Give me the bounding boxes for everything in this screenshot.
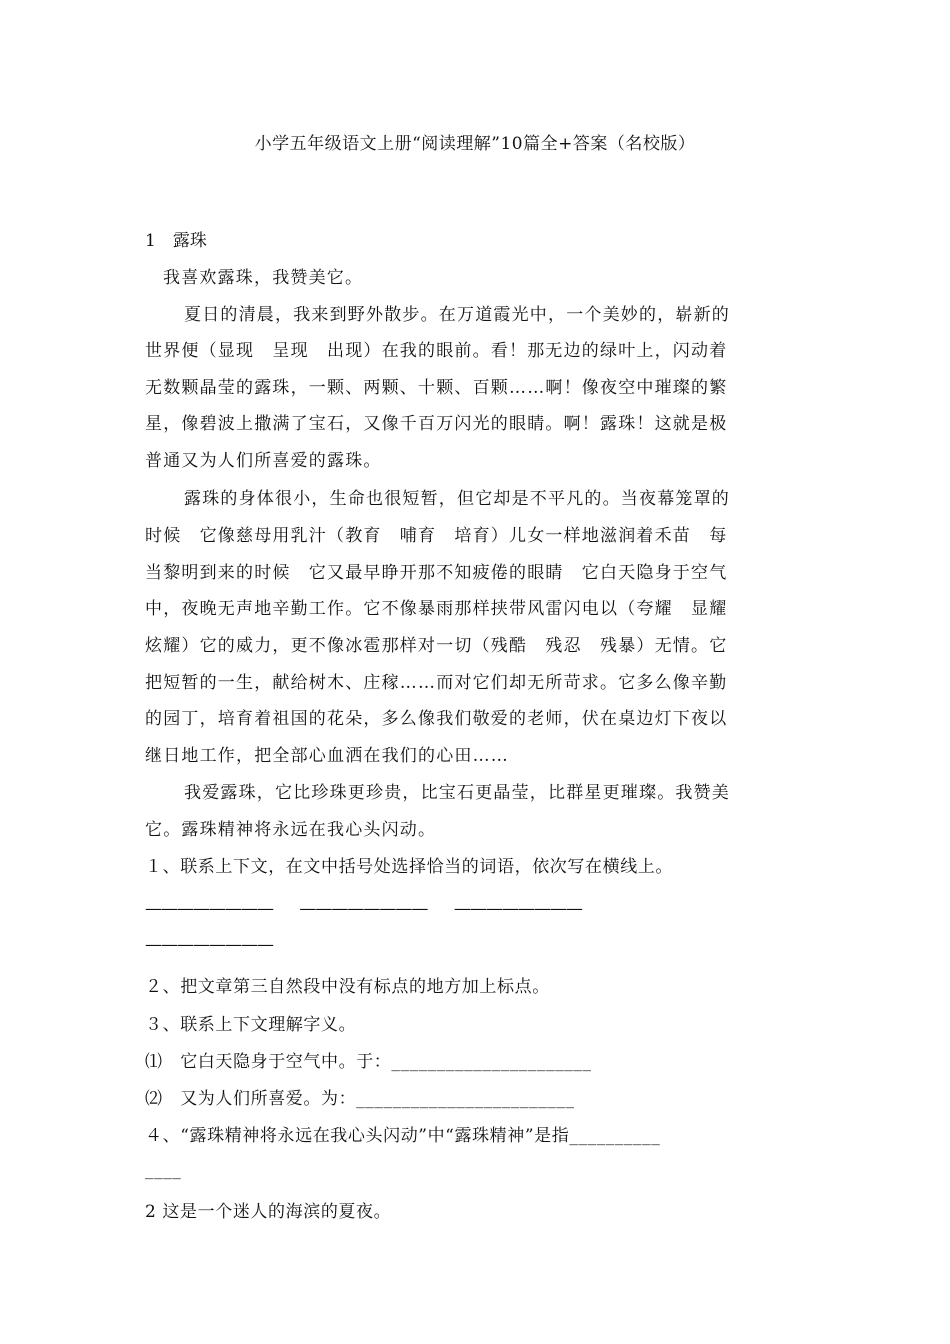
paragraph-line: 世界便（显现 呈现 出现）在我的眼前。看！那无边的绿叶上，闪动着: [145, 341, 728, 361]
question-3b: ⑵ 又为人们所喜爱。为：________________________: [145, 1089, 575, 1109]
question-3a: ⑴ 它白天隐身于空气中。于：______________________: [145, 1052, 592, 1072]
paragraph-line: 我喜欢露珠，我赞美它。: [163, 268, 364, 288]
document-title: 小学五年级语文上册“阅读理解”10篇全+答案（名校版）: [254, 134, 696, 154]
question-3: ３、联系上下文理解字义。: [145, 1015, 357, 1035]
question-4-continuation: ____: [145, 1160, 182, 1180]
answer-blank[interactable]: ————————: [145, 899, 273, 919]
paragraph-line: 露珠的身体很小，生命也很短暂，但它却是不平凡的。当夜幕笼罩的: [184, 489, 730, 509]
paragraph-line: 当黎明到来的时候 它又最早睁开那不知疲倦的眼睛 它白天隐身于空气: [145, 563, 728, 583]
paragraph-line: 普通又为人们所喜爱的露珠。: [145, 451, 382, 471]
paragraph-line: 无数颗晶莹的露珠，一颗、两颗、十颗、百颗……啊！像夜空中璀璨的繁: [145, 378, 728, 398]
question-1: １、联系上下文，在文中括号处选择恰当的词语，依次写在横线上。: [145, 857, 673, 877]
section-2-heading: 2 这是一个迷人的海滨的夏夜。: [145, 1202, 392, 1222]
answer-blanks-row: [145, 935, 295, 955]
answer-blank[interactable]: ————————: [145, 935, 273, 955]
paragraph-line: 的园丁，培育着祖国的花朵，多么像我们敬爱的老师，伏在桌边灯下夜以: [145, 709, 728, 729]
answer-blank[interactable]: ————————: [299, 899, 428, 919]
paragraph-line: 我爱露珠，它比珍珠更珍贵，比宝石更晶莹，比群星更璀璨。我赞美: [184, 783, 730, 803]
answer-blank[interactable]: ————————: [453, 899, 582, 919]
paragraph-line: 星，像碧波上撒满了宝石，又像千百万闪光的眼睛。啊！露珠！这就是极: [145, 414, 728, 434]
paragraph-line: 把短暂的一生，献给树木、庄稼……而对它们却无所苛求。它多么像辛勤: [145, 673, 728, 693]
answer-blanks-row: [145, 899, 604, 919]
paragraph-line: 它。露珠精神将永远在我心头闪动。: [145, 820, 437, 840]
paragraph-line: 炫耀）它的威力，更不像冰雹那样对一切（残酷 残忍 残暴）无情。它: [145, 636, 728, 656]
paragraph-line: 夏日的清晨，我来到野外散步。在万道霞光中，一个美妙的，崭新的: [184, 305, 730, 325]
section-1-heading: 1 露珠: [145, 231, 207, 251]
question-4: ４、“露珠精神将永远在我心头闪动”中“露珠精神”是指__________: [145, 1126, 661, 1146]
paragraph-line: 中，夜晚无声地辛勤工作。它不像暴雨那样挟带风雷闪电以（夸耀 显耀: [145, 599, 728, 619]
paragraph-line: 继日地工作，把全部心血洒在我们的心田……: [145, 746, 509, 766]
question-2: ２、把文章第三自然段中没有标点的地方加上标点。: [145, 977, 550, 997]
paragraph-line: 时候 它像慈母用乳汁（教育 哺育 培育）儿女一样地滋润着禾苗 每: [145, 526, 728, 546]
